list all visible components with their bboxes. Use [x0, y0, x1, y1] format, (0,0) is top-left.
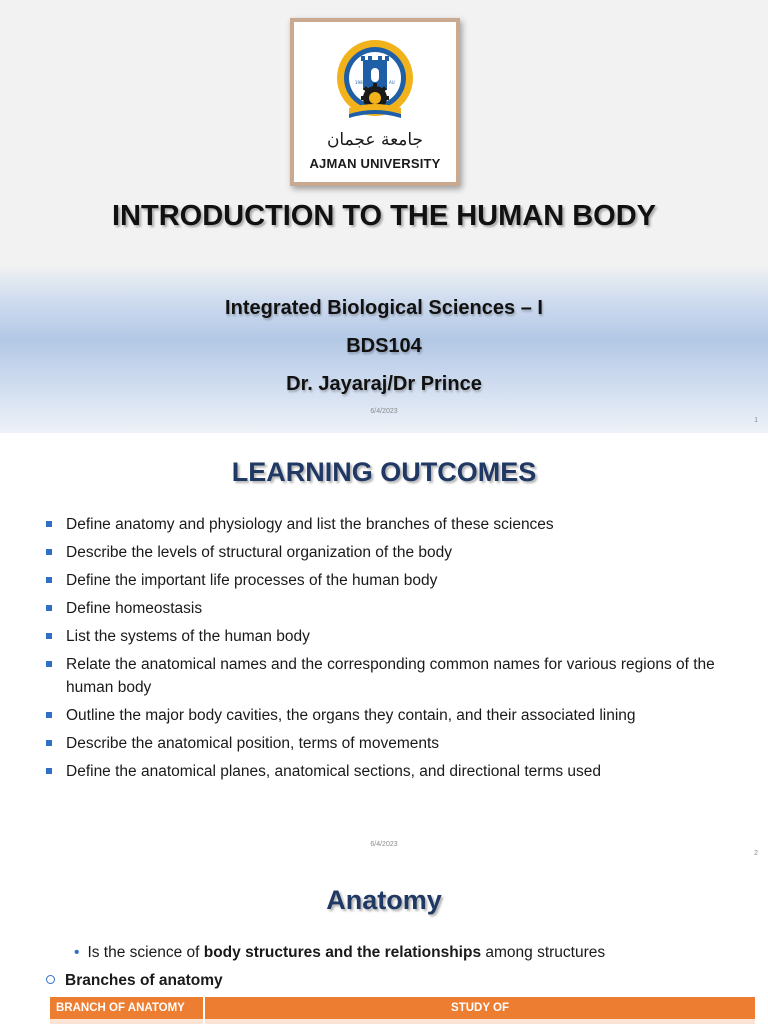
- list-item: Define homeostasis: [46, 597, 746, 620]
- square-bullet-icon: [46, 768, 52, 774]
- slide-number: 1: [754, 417, 758, 424]
- square-bullet-icon: [46, 549, 52, 555]
- university-emblem-icon: [335, 38, 415, 134]
- emblem-left-text: 1988: [355, 80, 366, 85]
- instructor-names: Dr. Jayaraj/Dr Prince: [286, 373, 482, 395]
- table-header-branch: BRANCH OF ANATOMY: [50, 997, 204, 1019]
- table-cell: [50, 1019, 204, 1024]
- list-item: Outline the major body cavities, the organs they contain, and their associated lining: [46, 704, 746, 727]
- slide-date: 6/4/2023: [370, 841, 398, 848]
- title-slide: [0, 0, 768, 433]
- course-code: BDS104: [346, 335, 422, 357]
- round-bullet-icon: •: [74, 944, 80, 961]
- anatomy-definition: • Is the science of body structures and the relationships among structures: [74, 944, 606, 961]
- logo-arabic-name: جامعة عجمان: [326, 130, 424, 150]
- list-item: Define the important life processes of the human body: [46, 569, 746, 592]
- square-bullet-icon: [46, 712, 52, 718]
- emblem-right-text: AU: [389, 80, 395, 85]
- square-bullet-icon: [46, 605, 52, 611]
- logo-english-name: AJMAN UNIVERSITY: [309, 156, 441, 171]
- list-item: Define anatomy and physiology and list the branches of these sciences: [46, 513, 746, 536]
- square-bullet-icon: [46, 633, 52, 639]
- circle-bullet-icon: [46, 975, 55, 984]
- list-item: List the systems of the human body: [46, 625, 746, 648]
- list-item: Describe the levels of structural organization of the body: [46, 541, 746, 564]
- table-cell: [204, 1019, 755, 1024]
- slide-date: 6/4/2023: [370, 408, 398, 415]
- anatomy-slide: [0, 863, 768, 1024]
- square-bullet-icon: [46, 740, 52, 746]
- list-item: Define the anatomical planes, anatomical sections, and directional terms used: [46, 760, 746, 783]
- course-name: Integrated Biological Sciences – I: [225, 297, 543, 319]
- square-bullet-icon: [46, 661, 52, 667]
- square-bullet-icon: [46, 521, 52, 527]
- slide-title: Anatomy: [326, 885, 442, 915]
- slide-title: INTRODUCTION TO THE HUMAN BODY: [111, 200, 656, 232]
- outcomes-list: [46, 513, 746, 788]
- list-item: Describe the anatomical position, terms of movements: [46, 732, 746, 755]
- slide-number: 2: [754, 850, 758, 857]
- list-item: Relate the anatomical names and the corresponding common names for various regions of the human body: [46, 653, 746, 699]
- square-bullet-icon: [46, 577, 52, 583]
- university-logo: [290, 18, 460, 186]
- learning-outcomes-slide: [0, 433, 768, 863]
- branches-table: [50, 997, 755, 1024]
- slide-title: LEARNING OUTCOMES: [231, 457, 537, 487]
- table-row: [50, 1019, 755, 1024]
- table-header-study: STUDY OF: [204, 997, 755, 1019]
- branches-heading: Branches of anatomy: [46, 972, 223, 990]
